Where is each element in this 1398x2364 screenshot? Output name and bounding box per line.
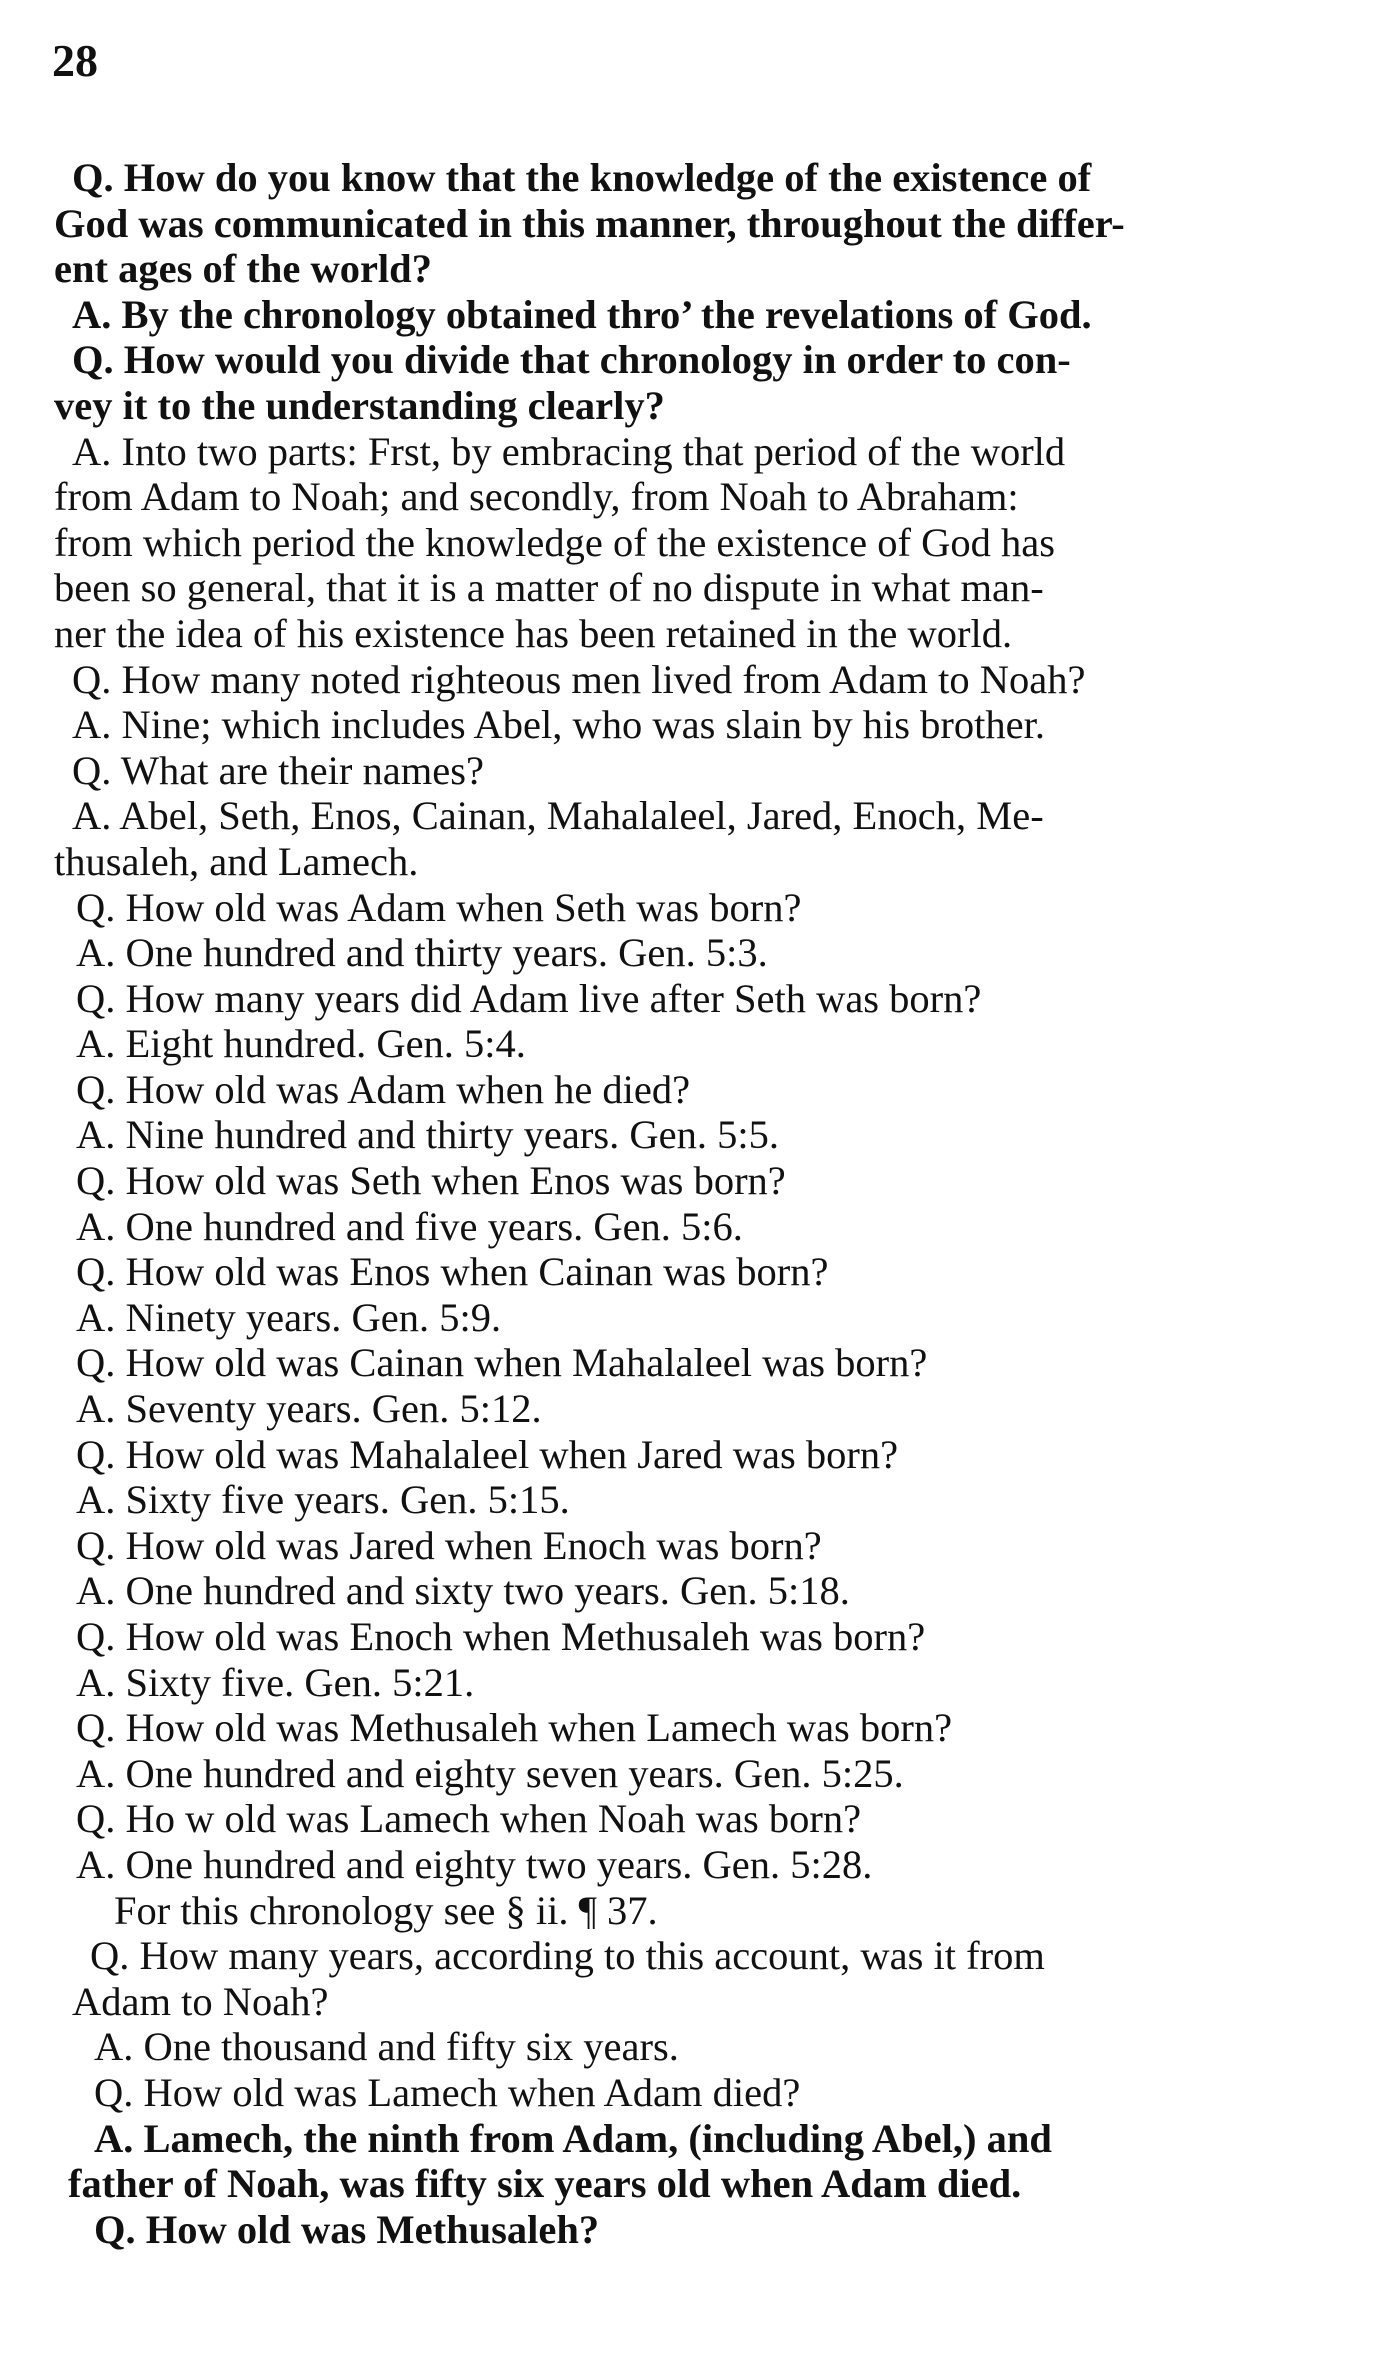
text-line: A. Seventy years. Gen. 5:12. (76, 1386, 542, 1432)
text-line: Q. How old was Jared when Enoch was born? (76, 1522, 822, 1568)
text-line: A. Nine hundred and thirty years. Gen. 5:5. (76, 1112, 779, 1158)
text-line: A. One hundred and eighty two years. Gen. 5:28. (76, 1841, 873, 1887)
text-line: thusaleh, and Lamech. (54, 838, 419, 884)
text-line: A. Ninety years. Gen. 5:9. (76, 1294, 502, 1340)
text-line: A. One hundred and thirty years. Gen. 5:3. (76, 930, 768, 976)
text-line: Q. How many years, according to this account, was it from (90, 1933, 1045, 1979)
text-line: A. One hundred and eighty seven years. Gen. 5:25. (76, 1750, 904, 1796)
text-line: God was communicated in this manner, throughout the differ- (54, 200, 1125, 246)
text-line: Q. How old was Methusaleh when Lamech was born? (76, 1705, 953, 1751)
text-line: Q. How many years did Adam live after Seth was born? (76, 975, 982, 1021)
catechism-text (54, 155, 1294, 2252)
text-line: Q. How old was Enoch when Methusaleh was born? (76, 1614, 926, 1659)
text-line: Q. How many noted righteous men lived from Adam to Noah? (72, 656, 1086, 702)
text-line: vey it to the understanding clearly? (54, 382, 665, 428)
text-line: Q. How do you know that the knowledge of the existence of (72, 155, 1092, 200)
text-line: Q. What are their names? (72, 747, 484, 793)
text-line: For this chronology see § ii. ¶ 37. (114, 1887, 658, 1933)
text-line: Q. How old was Lamech when Adam died? (94, 2069, 801, 2115)
text-line: A. One thousand and fifty six years. (94, 2024, 679, 2070)
text-line: A. Nine; which includes Abel, who was slain by his brother. (72, 702, 1045, 748)
text-line: Q. How old was Adam when Seth was born? (76, 884, 802, 930)
text-line: ent ages of the world? (54, 246, 432, 292)
text-line: A. Sixty five. Gen. 5:21. (76, 1659, 475, 1705)
text-line: Q. How old was Enos when Cainan was born? (76, 1249, 829, 1295)
text-line: A. Sixty five years. Gen. 5:15. (76, 1477, 570, 1523)
text-line: father of Noah, was fifty six years old when Adam died. (68, 2161, 1022, 2207)
text-line: Q. Ho w old was Lamech when Noah was born? (76, 1796, 862, 1842)
text-line: A. Lamech, the ninth from Adam, (including Abel,) and (94, 2115, 1052, 2161)
text-line: A. Abel, Seth, Enos, Cainan, Mahalaleel, Jared, Enoch, Me- (72, 793, 1044, 839)
text-line: A. One hundred and five years. Gen. 5:6. (76, 1203, 743, 1249)
text-line: ner the idea of his existence has been retained in the world. (54, 610, 1013, 656)
text-line: Adam to Noah? (72, 1978, 329, 2024)
text-line: A. Eight hundred. Gen. 5:4. (76, 1021, 526, 1067)
text-line: A. By the chronology obtained thro’ the revelations of God. (72, 291, 1092, 337)
page-number: 28 (52, 35, 98, 86)
text-line: Q. How old was Adam when he died? (76, 1066, 691, 1112)
text-line: been so general, that it is a matter of no dispute in what man- (54, 565, 1044, 611)
text-line: Q. How old was Cainan when Mahalaleel was born? (76, 1340, 928, 1386)
text-line: from which period the knowledge of the existence of God has (54, 519, 1055, 565)
text-line: from Adam to Noah; and secondly, from Noah to Abraham: (54, 474, 1019, 520)
text-line: A. Into two parts: Frst, by embracing that period of the world (72, 428, 1066, 474)
text-line: Q. How old was Seth when Enos was born? (76, 1158, 786, 1204)
text-line: Q. How would you divide that chronology in order to con- (72, 337, 1071, 383)
text-line: Q. How old was Mahalaleel when Jared was born? (76, 1431, 899, 1477)
text-line: A. One hundred and sixty two years. Gen. 5:18. (76, 1568, 850, 1614)
text-line: Q. How old was Methusaleh? (94, 2206, 600, 2252)
